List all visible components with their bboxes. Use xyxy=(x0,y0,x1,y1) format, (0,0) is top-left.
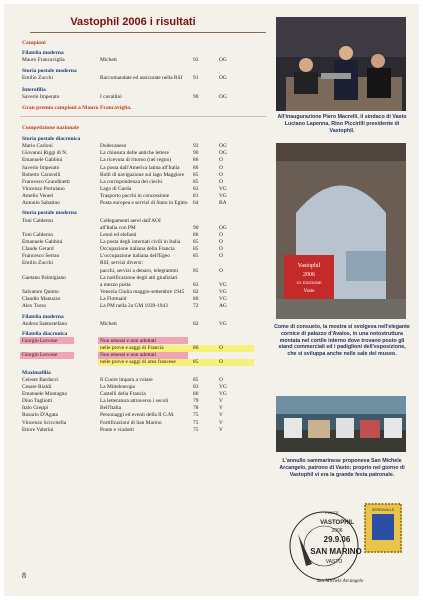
moderna-row-medal: VG xyxy=(219,281,227,288)
filatelia-diacronica-row-title: Non emessi e non adottati xyxy=(100,337,156,344)
diacronica-row-medal: BA xyxy=(219,200,227,207)
article-title: Vastophil 2006 i risultati xyxy=(70,16,196,28)
caption-postmark: L'annullo sammarinese proponeva San Michele Arcangelo, patrono di Vasto; proprio nel giorno di Vastophil vi era la grande festa patronale. xyxy=(279,458,405,478)
moderna-row-name: Emilio Zucchi xyxy=(22,260,53,267)
diacronica-row-title: Trasporto pacchi in concessione xyxy=(100,193,170,200)
diacronica-row-score: 85 xyxy=(193,178,199,185)
diacronica-row-name: Giovanni Riggi di N. xyxy=(22,150,68,157)
moderna-row-title: L'occupazione italiana dell'Egeo xyxy=(100,253,170,260)
maximafilia-row-title: Ponte e viadotti xyxy=(100,426,134,433)
maximafilia-row-medal: V xyxy=(219,412,223,419)
filatelia-diacronica-row-medal: O xyxy=(219,345,223,352)
champion-score: 90 xyxy=(193,93,199,100)
moderna-row-title: a mezzo posta xyxy=(100,281,131,288)
maximafilia-row-name: Dino Tagliotti xyxy=(22,398,53,405)
maximafilia-row-medal: V xyxy=(219,405,223,412)
diacronica-row-name: Mario Carloni xyxy=(22,143,53,150)
moderna-row-title: La notificazione degli atti giudiziari xyxy=(100,274,178,281)
maximafilia-row-name: Vincenzo Sciccitella xyxy=(22,419,67,426)
diacronica-row-title: Lago di Garda xyxy=(100,185,132,192)
maximafilia-row-score: 75 xyxy=(193,426,199,433)
maximafilia-row-name: Cesare Rialdi xyxy=(22,383,52,390)
inauguration-photo-illustration xyxy=(276,17,406,111)
exhibition-photo-illustration xyxy=(276,396,406,452)
maximafilia-row-name: Emanuele Montagna xyxy=(22,391,67,397)
diacronica-row-medal: OG xyxy=(219,150,227,157)
moderna-row-title: Venezia Giulia maggio-settembre 1945 xyxy=(100,289,185,296)
category-label: Storia postale diacronica xyxy=(22,135,81,142)
champion-medal: OG xyxy=(219,75,227,82)
maximafilia-row-score: 83 xyxy=(193,383,199,390)
moderna-row-score: 82 xyxy=(193,289,199,296)
moderna-row-title: La PM nella 2a GM 1939-1943 xyxy=(100,303,168,310)
maximafilia-row-title: Personaggi ed eventi della II G.M. xyxy=(100,412,175,419)
postmark-ring: San Michele Arcangelo xyxy=(316,579,364,584)
champion-score: 93 xyxy=(193,57,199,64)
filatelia-moderna-row-name: Andrea Santostefano xyxy=(22,320,68,327)
postmark-date: 29.9.06 xyxy=(323,535,351,544)
moderna-row-title: La posta degli internati civili in Italia xyxy=(100,239,181,245)
diacronica-row-score: 93 xyxy=(193,143,199,150)
moderna-row-score: 85 xyxy=(193,239,199,245)
diacronica-row-score: 83 xyxy=(193,185,199,192)
moderna-row-name: Toni Calderon xyxy=(22,217,53,224)
moderna-row-medal: O xyxy=(219,253,223,260)
maximafilia-row-medal: VG xyxy=(219,383,227,390)
moderna-row-name: Salvatore Quinto xyxy=(22,289,59,296)
category-label: Storia postale moderna xyxy=(22,68,77,75)
banner-text: Vastophil xyxy=(297,263,321,269)
champion-title: I cavallini xyxy=(100,93,122,100)
moderna-row-name: Gaetano Palmigiano xyxy=(22,274,66,281)
moderna-row-name: Toni Calderon xyxy=(22,231,53,238)
maximafilia-row-score: 80 xyxy=(193,391,199,397)
moderna-row-name: Francesco Serrao xyxy=(22,253,60,260)
moderna-row-title: Occupazione italiana della Francia xyxy=(100,246,175,253)
grand-prize-note: Gran premio campioni a Mauro Francaviglia. xyxy=(22,104,132,111)
moderna-row-name: Alex Turso xyxy=(22,303,47,310)
moderna-row-score: 85 xyxy=(193,267,199,274)
maximafilia-row-name: Rosario D'Agata xyxy=(22,412,58,419)
diacronica-row-medal: O xyxy=(219,171,223,178)
diacronica-row-name: Roberto Caravelli xyxy=(22,171,61,178)
filatelia-diacronica-row-name: Giorgio Leccese xyxy=(22,337,58,344)
diacronica-row-title: Bolli di navigazione sul lago Maggiore xyxy=(100,171,185,178)
moderna-row-score: 80 xyxy=(193,296,199,303)
postmark-illustration xyxy=(282,494,410,592)
diacronica-row-medal: VG xyxy=(219,185,227,192)
diacronica-row-score: 90 xyxy=(193,150,199,157)
moderna-row-name: Claudio Manuzzo xyxy=(22,296,61,303)
moderna-row-medal: AG xyxy=(219,303,227,310)
diacronica-row-score: 81 xyxy=(193,193,199,200)
diacronica-row-name: Saverio Imperato xyxy=(22,164,60,171)
stamp-name: SERRAVALLE xyxy=(371,508,395,512)
category-label: Maximafilia xyxy=(22,369,51,376)
maximafilia-row-title: Fortificazioni di San Marino xyxy=(100,419,162,426)
moderna-row-title: Leoni ed elefanti xyxy=(100,231,137,238)
champion-name: Mauro Francaviglia xyxy=(22,57,65,64)
moderna-row-title: La Flottuaid xyxy=(100,296,127,303)
champion-name: Saverio Imperato xyxy=(22,93,60,100)
diacronica-row-title: Dodecaneso xyxy=(100,143,127,150)
diacronica-row-name: Amelio Veneri xyxy=(22,193,54,200)
moderna-row-medal: O xyxy=(219,231,223,238)
moderna-row-title: pacchi, servizi a denaro, telegrammi xyxy=(100,267,179,274)
filatelia-diacronica-row-title: nelle prove e saggi di Francia xyxy=(100,345,164,352)
champion-title: Raccomandate ed assicurate nella RSI xyxy=(100,75,183,82)
banner-year: 2006 xyxy=(303,272,315,278)
maximafilia-row-title: Il Cuore impara a volare xyxy=(100,376,153,383)
maximafilia-row-medal: V xyxy=(219,419,223,426)
maximafilia-row-medal: VG xyxy=(219,391,227,397)
maximafilia-row-name: Celeste Barducci xyxy=(22,376,59,383)
moderna-row-medal: O xyxy=(219,267,223,274)
moderna-row-score: 83 xyxy=(193,281,199,288)
moderna-row-medal: OG xyxy=(219,224,227,231)
filatelia-moderna-row-title: Micheti xyxy=(100,320,117,327)
maximafilia-row-title: Bell'Italia xyxy=(100,405,122,412)
filatelia-diacronica-row-score: 85 xyxy=(193,359,199,366)
section-divider xyxy=(20,116,266,117)
champion-name: Emilio Zucchi xyxy=(22,75,53,82)
postmark-sub: VASTO xyxy=(325,559,343,565)
filatelia-diacronica-row-medal: O xyxy=(219,359,223,366)
moderna-row-score: 90 xyxy=(193,224,199,231)
moderna-row-medal: O xyxy=(219,246,223,253)
maximafilia-row-title: Castelli della Francia xyxy=(100,391,146,397)
filatelia-diacronica-row-title: Non emessi e non adottati xyxy=(100,352,156,359)
diacronica-row-name: Antonio Sabatino xyxy=(22,200,60,207)
filatelia-diacronica-row-score: 86 xyxy=(193,345,199,352)
page-number: 8 xyxy=(22,571,26,580)
moderna-row-score: 85 xyxy=(193,246,199,253)
moderna-row-name: Emanuele Gabbini xyxy=(22,239,63,245)
postmark-line3: 2006 xyxy=(331,528,343,534)
maximafilia-row-medal: V xyxy=(219,426,223,433)
maximafilia-row-score: 75 xyxy=(193,419,199,426)
diacronica-row-score: 64 xyxy=(193,200,199,207)
diacronica-row-score: 86 xyxy=(193,157,199,164)
maximafilia-row-title: La letteratura attraverso i secoli xyxy=(100,398,169,405)
postmark-place: SAN MARINO xyxy=(310,547,362,556)
moderna-row-name: Claude Gerard xyxy=(22,246,54,253)
moderna-row-medal: VG xyxy=(219,289,227,296)
banner-edition: XX EDIZIONE xyxy=(296,280,322,285)
maximafilia-row-name: Ettore Valerini xyxy=(22,426,54,433)
diacronica-row-name: Vincenzo Portulano xyxy=(22,185,65,192)
diacronica-row-title: La chiusura delle antiche lettere xyxy=(100,150,169,157)
moderna-row-medal: O xyxy=(219,239,223,245)
inauguration-photo xyxy=(276,17,406,111)
champion-medal: OG xyxy=(219,93,227,100)
diacronica-row-title: La posta dall'America latina all'Italia xyxy=(100,164,180,171)
maximafilia-row-score: 79 xyxy=(193,398,199,405)
category-label: Interofilia xyxy=(22,86,46,93)
diacronica-row-medal: VG xyxy=(219,193,227,200)
diacronica-row-medal: O xyxy=(219,164,223,171)
maximafilia-row-name: Italo Greppi xyxy=(22,405,49,412)
category-label: Filatelia diacronica xyxy=(22,330,68,337)
diacronica-row-score: 85 xyxy=(193,171,199,178)
postmark-line1: POSTE xyxy=(325,510,339,515)
filatelia-diacronica-row-name: Giorgio Leccese xyxy=(22,352,58,359)
moderna-row-score: 86 xyxy=(193,231,199,238)
diacronica-row-title: La ricevuta di ritorno (nel regno) xyxy=(100,157,172,164)
moderna-row-score: 85 xyxy=(193,253,199,260)
postmark-stamp xyxy=(282,494,410,592)
postmark-line2: VASTOPHIL xyxy=(320,520,354,526)
moderna-row-title: Collegamenti aerei dall'AOI xyxy=(100,217,161,224)
diacronica-row-name: Emanuele Gabbini xyxy=(22,157,63,164)
caption-inauguration: All'inaugurazione Piero Macrelli, il sindaco di Vasto Luciano Lapenna, Rino Piccirilli presidente di Vastophil. xyxy=(277,114,407,134)
champion-title: Micheti xyxy=(100,57,117,64)
moderna-row-title: RSI, servizi diversi: xyxy=(100,260,143,267)
moderna-row-score: 72 xyxy=(193,303,199,310)
maximafilia-row-score: 85 xyxy=(193,376,199,383)
champion-score: 91 xyxy=(193,75,199,82)
diacronica-row-title: Posta europea e servizi di Stato in Egitto xyxy=(100,200,188,207)
category-label: Filatelia moderna xyxy=(22,313,64,320)
diacronica-row-medal: OG xyxy=(219,143,227,150)
section-header-nazionale: Competizione nazionale xyxy=(22,124,80,131)
category-label: Filatelia moderna xyxy=(22,50,64,56)
banner-city: Vasto xyxy=(303,289,315,294)
diacronica-row-medal: O xyxy=(219,178,223,185)
diacronica-row-name: Francesco Grandinetti xyxy=(22,178,70,185)
section-header-campioni: Campioni xyxy=(22,40,46,46)
category-label: Storia postale moderna xyxy=(22,210,77,217)
caption-palazzo: Come di consueto, la mostra si svolgeva nell'elegante cornice di palazzo d'Avalos, in una notostruttura montata nel cortile interno dove trovano posto gli stand commerciali ed i padiglioni dell'esposizione, che si sviluppa anche nelle sale del museo. xyxy=(274,324,410,358)
diacronica-row-title: La corrispondenza dei ciechi xyxy=(100,178,163,185)
filatelia-moderna-row-score: 82 xyxy=(193,320,199,327)
filatelia-moderna-row-medal: VG xyxy=(219,320,227,327)
maximafilia-row-title: La Mitteleuropa xyxy=(100,383,135,390)
champion-medal: OG xyxy=(219,57,227,64)
maximafilia-row-medal: O xyxy=(219,376,223,383)
filatelia-diacronica-row-title: nelle prove e saggi di area francese xyxy=(100,359,176,366)
moderna-row-title: all'Italia con PM xyxy=(100,224,136,231)
exhibition-photo xyxy=(276,396,406,452)
maximafilia-row-medal: V xyxy=(219,398,223,405)
maximafilia-row-score: 75 xyxy=(193,412,199,419)
palazzo-photo-illustration xyxy=(276,143,406,319)
maximafilia-row-score: 78 xyxy=(193,405,199,412)
palazzo-photo xyxy=(276,143,406,319)
diacronica-row-medal: O xyxy=(219,157,223,164)
moderna-row-medal: VG xyxy=(219,296,227,303)
diacronica-row-score: 86 xyxy=(193,164,199,171)
